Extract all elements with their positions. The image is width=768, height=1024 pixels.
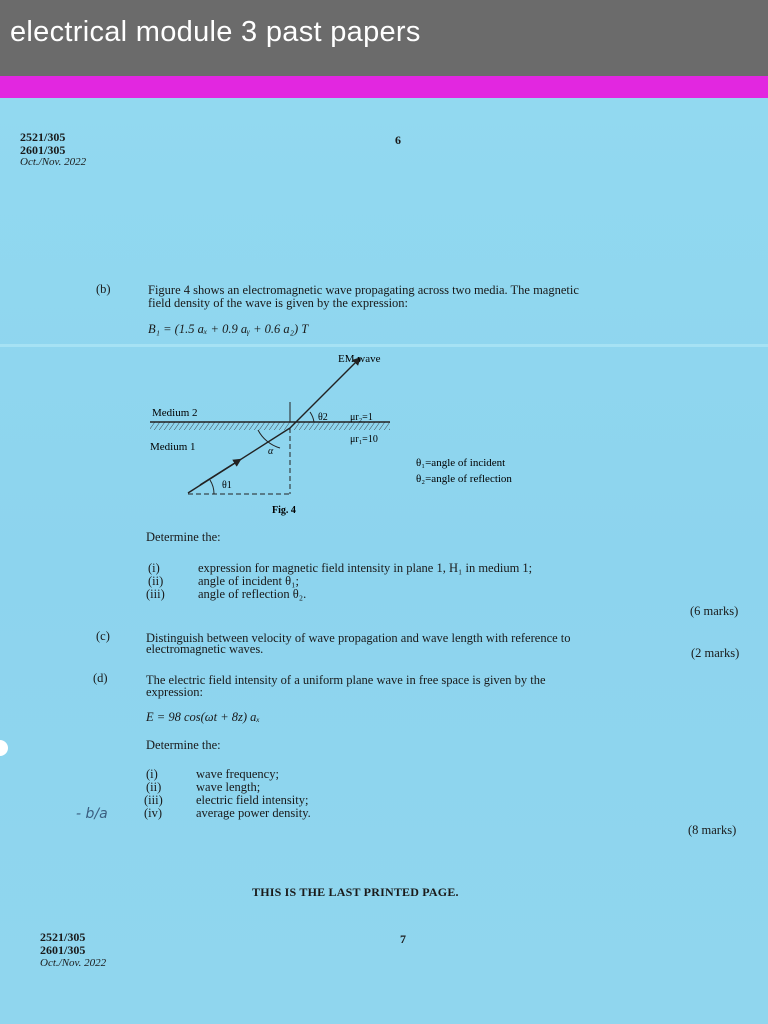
question-d-item-1: wave frequency; — [196, 767, 279, 781]
page6-code-1: 2521/305 — [20, 130, 66, 144]
question-d-item-4: average power density. — [196, 806, 311, 820]
question-b-item-2: angle of incident θ₁; — [198, 574, 299, 588]
page7-number: 7 — [400, 932, 406, 946]
page7-code-2: 2601/305 — [40, 943, 86, 957]
question-b-equation: B₁ = (1.5 aₓ + 0.9 aᵧ + 0.6 a₂) T — [148, 322, 309, 336]
question-b-determine: Determine the: — [146, 530, 221, 544]
question-d-item-3: electric field intensity; — [196, 793, 309, 807]
label-medium-2: Medium 2 — [152, 407, 198, 419]
question-c-label: (c) — [96, 629, 110, 643]
page7-date: Oct./Nov. 2022 — [40, 957, 107, 969]
page-title: electrical module 3 past papers — [10, 16, 421, 48]
figure-caption: Fig. 4 — [272, 505, 296, 516]
page6-code-2: 2601/305 — [20, 143, 66, 157]
question-b-item-2-num: (ii) — [148, 574, 164, 588]
page6-date: Oct./Nov. 2022 — [20, 156, 87, 168]
label-alpha: α — [268, 446, 274, 457]
question-b-marks: (6 marks) — [690, 604, 739, 618]
incident-arrow — [200, 461, 238, 485]
question-d-item-1-num: (i) — [146, 767, 158, 781]
question-d-equation: E = 98 cos(ωt + 8z) aₓ — [146, 710, 260, 724]
question-b-label: (b) — [96, 282, 111, 296]
last-page-notice: THIS IS THE LAST PRINTED PAGE. — [252, 885, 459, 899]
question-d-marks: (8 marks) — [688, 823, 737, 837]
question-d-item-2: wave length; — [196, 780, 261, 794]
question-b-item-3: angle of reflection θ₂. — [198, 587, 307, 601]
figure-4 — [140, 350, 580, 520]
theta1-arc — [210, 480, 214, 494]
handwritten-note: - b/a — [76, 806, 108, 822]
question-d-determine: Determine the: — [146, 738, 221, 752]
question-d-label: (d) — [93, 671, 108, 685]
page7-code-1: 2521/305 — [40, 930, 86, 944]
label-medium-1: Medium 1 — [150, 441, 196, 453]
question-c-line-2: electromagnetic waves. — [146, 642, 264, 656]
question-d-item-4-num: (iv) — [144, 806, 163, 820]
label-theta1: θ1 — [222, 480, 232, 491]
accent-strip — [0, 76, 768, 98]
interface-hatch — [150, 422, 390, 430]
label-mu1: μr₁=10 — [350, 434, 378, 445]
legend-theta2: θ₂=angle of reflection — [416, 473, 512, 485]
figure-4-diagram — [140, 350, 580, 520]
question-b-line-1: Figure 4 shows an electromagnetic wave propagating across two media. The magnetic — [148, 283, 579, 297]
legend-theta1: θ₁=angle of incident — [416, 457, 506, 469]
question-b-item-1: expression for magnetic field intensity in plane 1, H₁ in medium 1; — [198, 561, 533, 575]
theta2-arc — [310, 412, 314, 422]
question-c-line-1: Distinguish between velocity of wave propagation and wave length with reference to — [146, 631, 571, 645]
question-b-item-3-num: (iii) — [146, 587, 165, 601]
page6-number: 6 — [395, 133, 401, 147]
label-theta2: θ2 — [318, 412, 328, 423]
question-d-line-2: expression: — [146, 685, 203, 699]
question-b-item-1-num: (i) — [148, 561, 160, 575]
question-d-item-3-num: (iii) — [144, 793, 163, 807]
label-mu2: μr₂=1 — [350, 412, 373, 423]
question-d-line-1: The electric field intensity of a uniform plane wave in free space is given by the — [146, 673, 546, 687]
page-seam — [0, 344, 768, 347]
question-b-line-2: field density of the wave is given by the expression: — [148, 296, 409, 310]
question-d-item-2-num: (ii) — [146, 780, 162, 794]
title-bar — [0, 0, 768, 76]
label-em-wave: EM wave — [338, 353, 381, 365]
question-c-marks: (2 marks) — [691, 646, 740, 660]
